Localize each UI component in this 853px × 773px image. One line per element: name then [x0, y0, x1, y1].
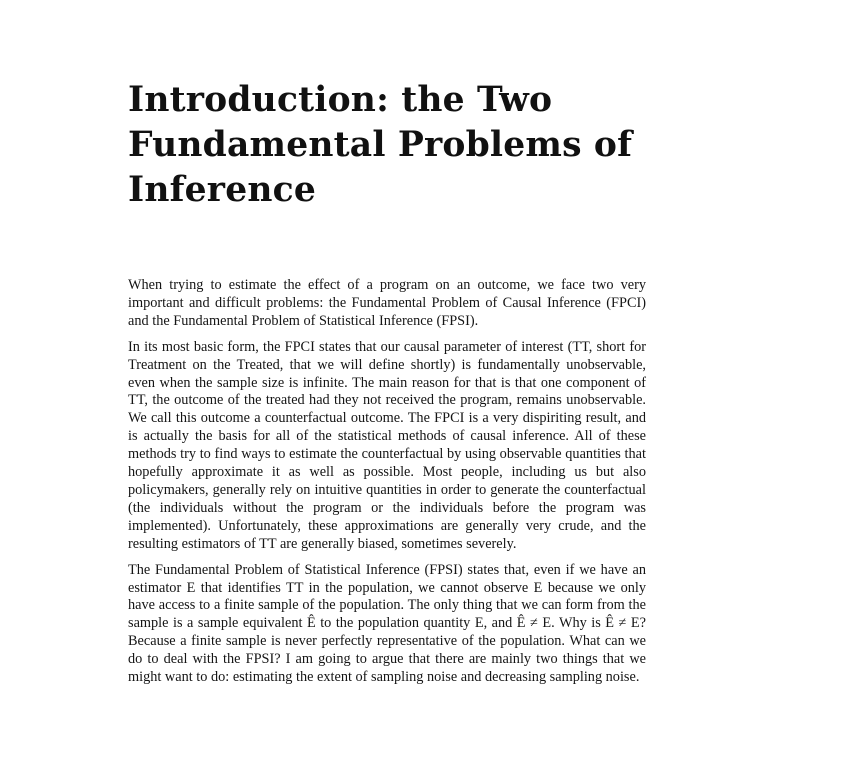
chapter-body — [128, 277, 646, 695]
paragraph-fpsi: The Fundamental Problem of Statistical Inference (FPSI) states that, even if we have an estimator E that identifies TT in the population, we cannot observe E because we only have access to a finite sample of the population. The only thing that we can form from the sample is a sample equivalent Ê to the population quantity E, and Ê ≠ E. Why is Ê ≠ E? Because a finite sample is never perfectly representative of the population. What can we do to deal with the FPSI? I am going to argue that there are mainly two things that we might want to do: estimating the extent of sampling noise and decreasing sampling noise. — [128, 561, 646, 686]
paragraph-intro: When trying to estimate the effect of a program on an outcome, we face two very important and difficult problems: the Fundamental Problem of Causal Inference (FPCI) and the Fundamental Problem of Statistical Inference (FPSI). — [128, 277, 646, 329]
document-page — [128, 78, 646, 686]
paragraph-fpci: In its most basic form, the FPCI states that our causal parameter of interest (TT, short for Treatment on the Treated, that we will define shortly) is fundamentally unobservable, even when the sample size is infinite. The main reason for that is that one component of TT, the outcome of the treated had they not received the program, remains unobservable. We call this outcome a counterfactual outcome. The FPCI is a very dispiriting result, and is actually the basis for all of the statistical methods of causal inference. All of these methods try to find ways to estimate the counterfactual by using observable quantities that hopefully approximate it as well as possible. Most people, including us but also policymakers, generally rely on intuitive quantities in order to generate the counterfactual (the individuals without the program or the individuals before the program was implemented). Unfortunately, these approximations are generally very crude, and the resulting estimators of TT are generally biased, sometimes severely. — [128, 338, 646, 552]
chapter-title-line-1: Introduction: the Two — [128, 80, 553, 120]
chapter-title — [128, 78, 646, 213]
chapter-title-line-2: Fundamental Problems of — [128, 125, 633, 165]
chapter-title-line-3: Inference — [128, 170, 316, 210]
